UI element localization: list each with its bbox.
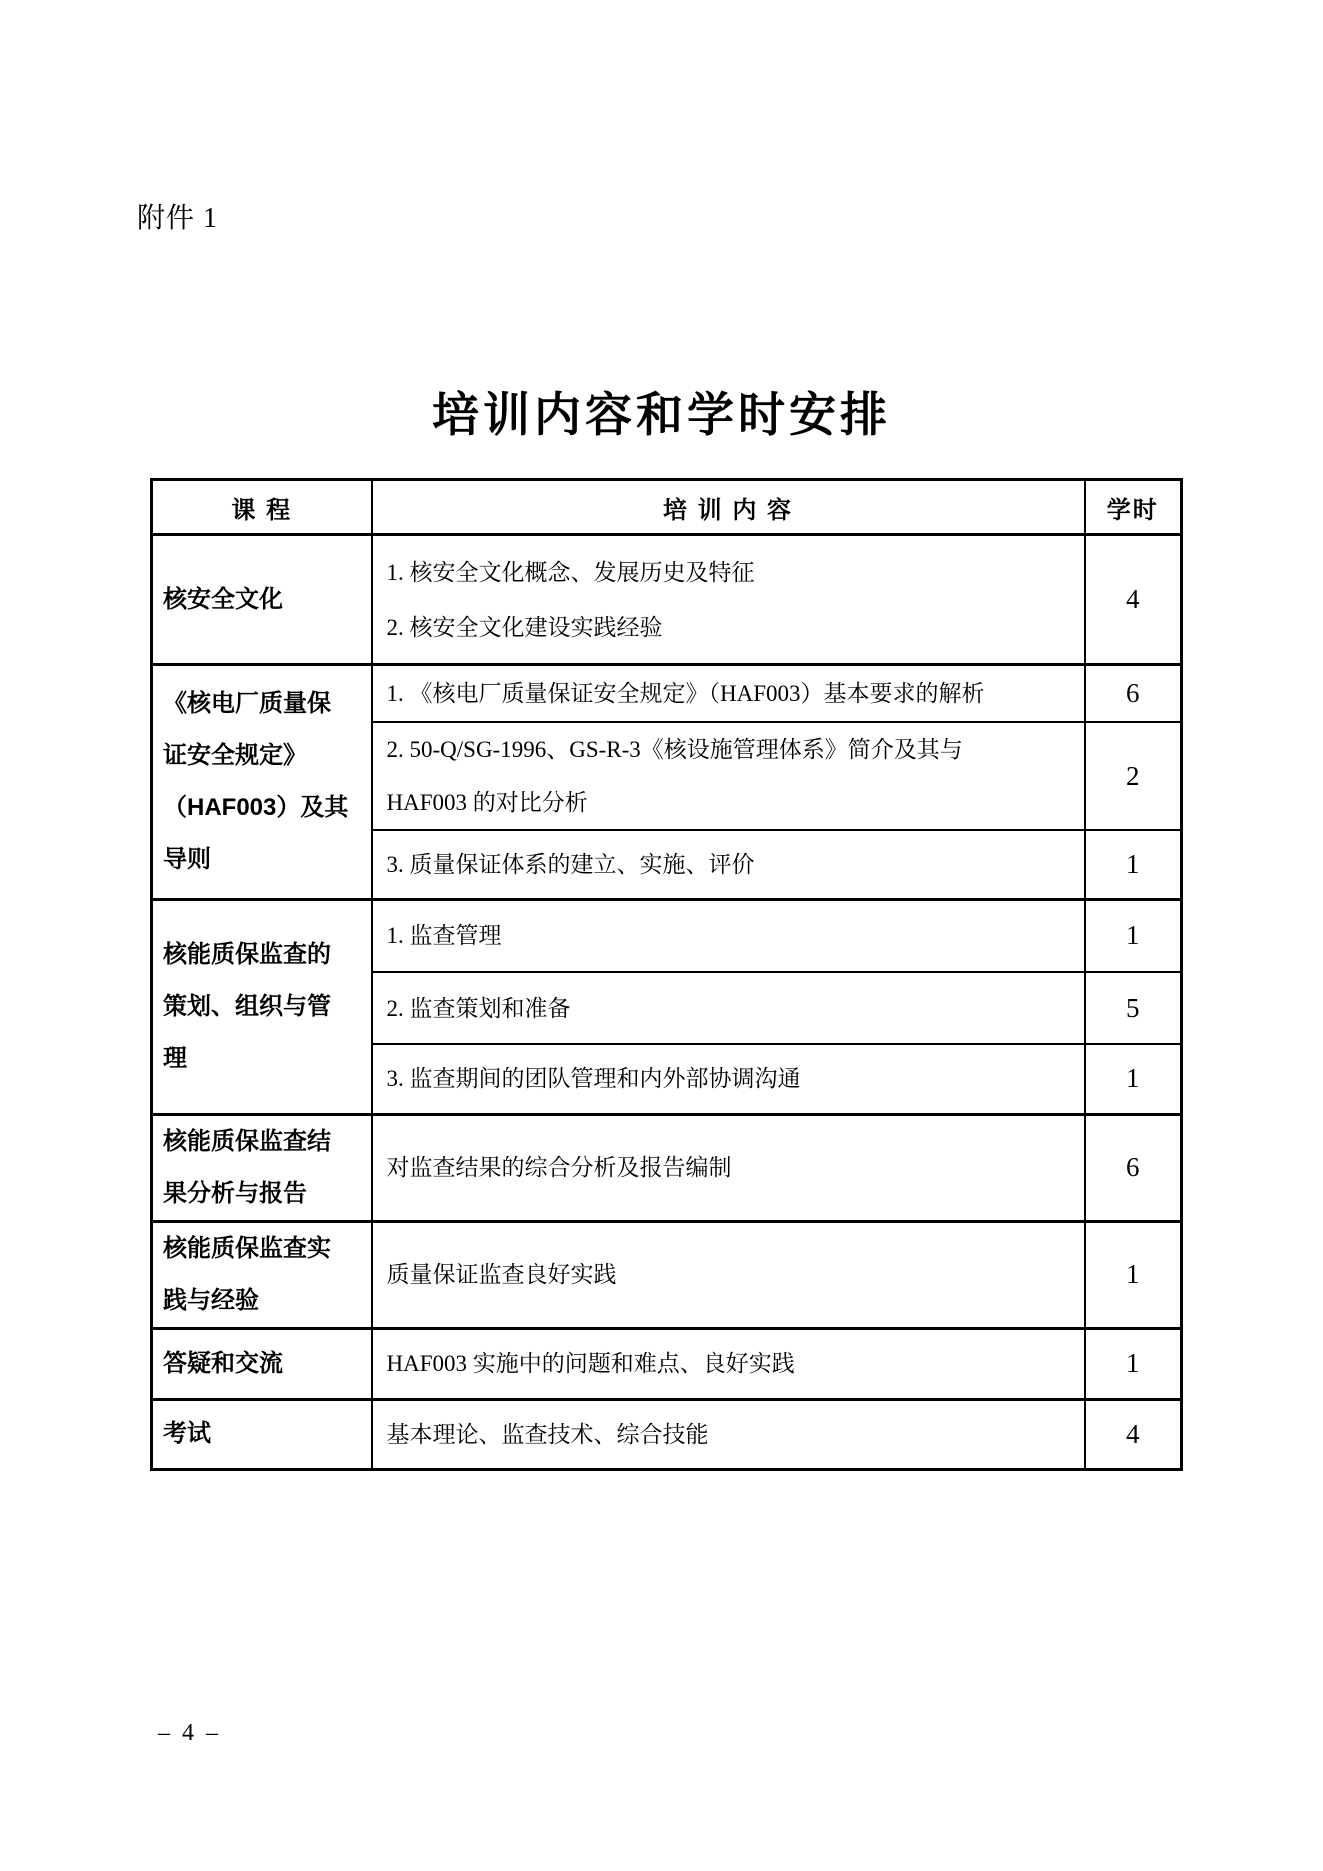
content-cell xyxy=(372,1114,1085,1221)
course-line: 答疑和交流 xyxy=(163,1349,283,1377)
content-line: 1. 核安全文化概念、发展历史及特征 xyxy=(386,559,755,585)
hours-cell: 4 xyxy=(1085,535,1182,665)
table-row xyxy=(152,1114,1182,1221)
content-line: 质量保证监查良好实践 xyxy=(386,1262,617,1287)
course-line: 策划、组织与管 xyxy=(163,992,331,1020)
content-line: 3. 监查期间的团队管理和内外部协调沟通 xyxy=(386,1066,801,1092)
content-cell xyxy=(372,1221,1085,1328)
content-line: HAF003 的对比分析 xyxy=(386,790,588,815)
content-line: 对监查结果的综合分析及报告编制 xyxy=(386,1155,732,1180)
hours-cell: 1 xyxy=(1085,1328,1182,1399)
hours-cell: 1 xyxy=(1085,899,1182,972)
course-cell xyxy=(152,1114,372,1221)
hours-cell: 1 xyxy=(1085,1044,1182,1114)
content-cell xyxy=(372,830,1085,899)
course-cell xyxy=(152,665,372,900)
hours-cell: 2 xyxy=(1085,722,1182,830)
course-cell xyxy=(152,899,372,1114)
course-cell xyxy=(152,1328,372,1399)
course-cell xyxy=(152,535,372,665)
content-cell xyxy=(372,722,1085,830)
table-header-row xyxy=(152,480,1182,535)
hours-cell: 6 xyxy=(1085,1114,1182,1221)
course-line: 核安全文化 xyxy=(163,585,283,613)
header-course: 课 程 xyxy=(152,480,372,535)
course-line: 考试 xyxy=(163,1420,211,1447)
content-line: 基本理论、监查技术、综合技能 xyxy=(386,1421,709,1447)
header-content: 培 训 内 容 xyxy=(372,480,1085,535)
content-cell xyxy=(372,972,1085,1044)
course-cell xyxy=(152,1399,372,1469)
training-table xyxy=(150,478,1183,1471)
content-line: 3. 质量保证体系的建立、实施、评价 xyxy=(386,851,755,877)
page-title: 培训内容和学时安排 xyxy=(432,390,891,442)
course-line: 核能质保监查结 xyxy=(163,1127,331,1155)
table-row xyxy=(152,1221,1182,1328)
course-cell xyxy=(152,1221,372,1328)
course-line: 果分析与报告 xyxy=(163,1179,307,1207)
content-line: 2. 50-Q/SG-1996、GS-R-3《核设施管理体系》简介及其与 xyxy=(386,737,963,762)
content-cell xyxy=(372,535,1085,665)
content-line: 2. 监查策划和准备 xyxy=(386,995,571,1021)
content-cell xyxy=(372,899,1085,972)
course-line: 核能质保监查的 xyxy=(163,940,331,968)
table-row xyxy=(152,899,1182,972)
table-row xyxy=(152,665,1182,723)
hours-cell: 6 xyxy=(1085,665,1182,723)
course-line: 践与经验 xyxy=(163,1286,259,1314)
content-line: HAF003 实施中的问题和难点、良好实践 xyxy=(386,1351,795,1376)
hours-cell: 4 xyxy=(1085,1399,1182,1469)
course-line: 《核电厂质量保 xyxy=(163,689,331,717)
course-line: （HAF003）及其 xyxy=(163,793,349,821)
table-row xyxy=(152,1328,1182,1399)
content-cell xyxy=(372,665,1085,723)
course-line: 证安全规定》 xyxy=(163,741,307,769)
table-row xyxy=(152,1399,1182,1469)
hours-cell: 1 xyxy=(1085,1221,1182,1328)
content-line: 1. 《核电厂质量保证安全规定》（HAF003）基本要求的解析 xyxy=(386,681,985,706)
course-line: 核能质保监查实 xyxy=(163,1234,331,1262)
course-line: 导则 xyxy=(163,845,211,873)
course-line: 理 xyxy=(163,1044,187,1072)
content-cell xyxy=(372,1044,1085,1114)
attachment-label: 附件 1 xyxy=(137,203,219,234)
content-cell xyxy=(372,1399,1085,1469)
header-hours: 学时 xyxy=(1085,480,1182,535)
content-cell xyxy=(372,1328,1085,1399)
hours-cell: 1 xyxy=(1085,830,1182,899)
content-line: 2. 核安全文化建设实践经验 xyxy=(386,614,663,640)
page-number: – 4 – xyxy=(158,1720,221,1746)
hours-cell: 5 xyxy=(1085,972,1182,1044)
table-row xyxy=(152,535,1182,665)
training-table-wrapper xyxy=(150,478,1183,1471)
content-line: 1. 监查管理 xyxy=(386,923,502,949)
